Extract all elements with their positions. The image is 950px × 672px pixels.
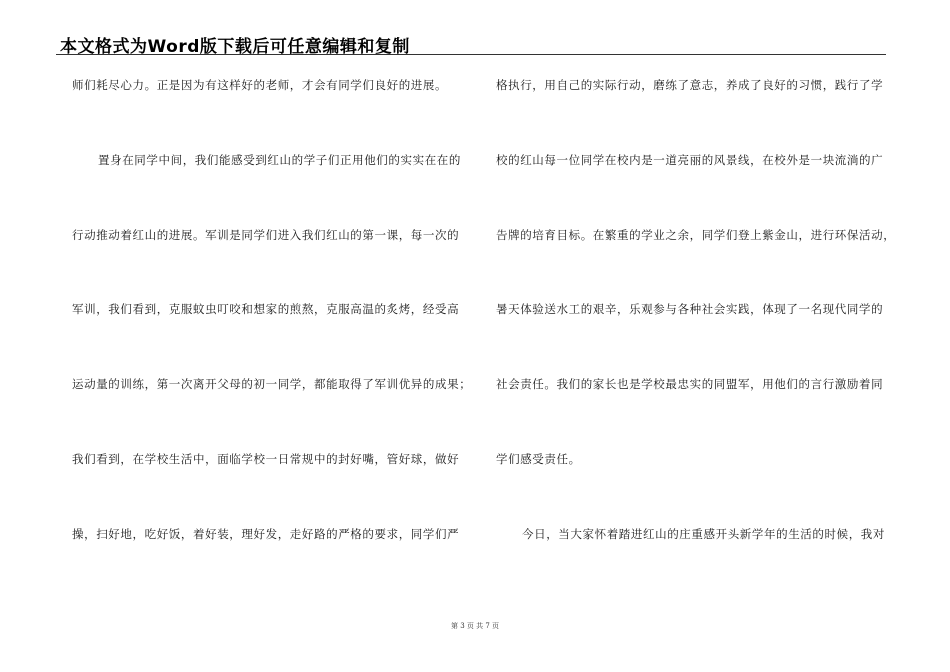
right-column xyxy=(496,76,896,600)
header-divider xyxy=(56,54,886,55)
left-column xyxy=(72,76,472,600)
text-line: 行动推动着红山的进展。军训是同学们进入我们红山的第一课，每一次的 xyxy=(72,227,460,242)
text-line: 学们感受责任。 xyxy=(496,451,581,466)
text-line: 社会责任。我们的家长也是学校最忠实的同盟军，用他们的言行激励着同 xyxy=(496,377,884,392)
text-line: 操，扫好地，吃好饭，着好装，理好发，走好路的严格的要求，同学们严 xyxy=(72,526,460,541)
text-line: 格执行，用自己的实际行动，磨练了意志，养成了良好的习惯，践行了学 xyxy=(496,78,884,92)
text-line: 暑天体验送水工的艰辛，乐观参与各种社会实践，体现了一名现代同学的 xyxy=(496,302,884,317)
document-header-title: 本文格式为Word版下载后可任意编辑和复制 xyxy=(60,37,410,57)
text-line: 军训，我们看到，克服蚊虫叮咬和想家的煎熬，克服高温的炙烤，经受高 xyxy=(72,302,460,317)
text-line: 告牌的培育目标。在繁重的学业之余，同学们登上紫金山，进行环保活动， xyxy=(496,227,896,242)
text-line: 运动量的训练，第一次离开父母的初一同学，都能取得了军训优异的成果； xyxy=(72,377,472,392)
page-number-footer: 第 3 页 共 7 页 xyxy=(450,622,500,630)
text-line: 置身在同学中间，我们能感受到红山的学子们正用他们的实实在在的 xyxy=(98,152,461,167)
text-line: 今日，当大家怀着踏进红山的庄重感开头新学年的生活的时候，我对 xyxy=(522,526,885,541)
text-line: 校的红山每一位同学在校内是一道亮丽的风景线，在校外是一块流淌的广 xyxy=(496,152,884,167)
text-line: 师们耗尽心力。正是因为有这样好的老师，才会有同学们良好的进展。 xyxy=(72,78,448,92)
text-line: 我们看到，在学校生活中，面临学校一日常规中的封好嘴，管好球，做好 xyxy=(72,451,460,466)
